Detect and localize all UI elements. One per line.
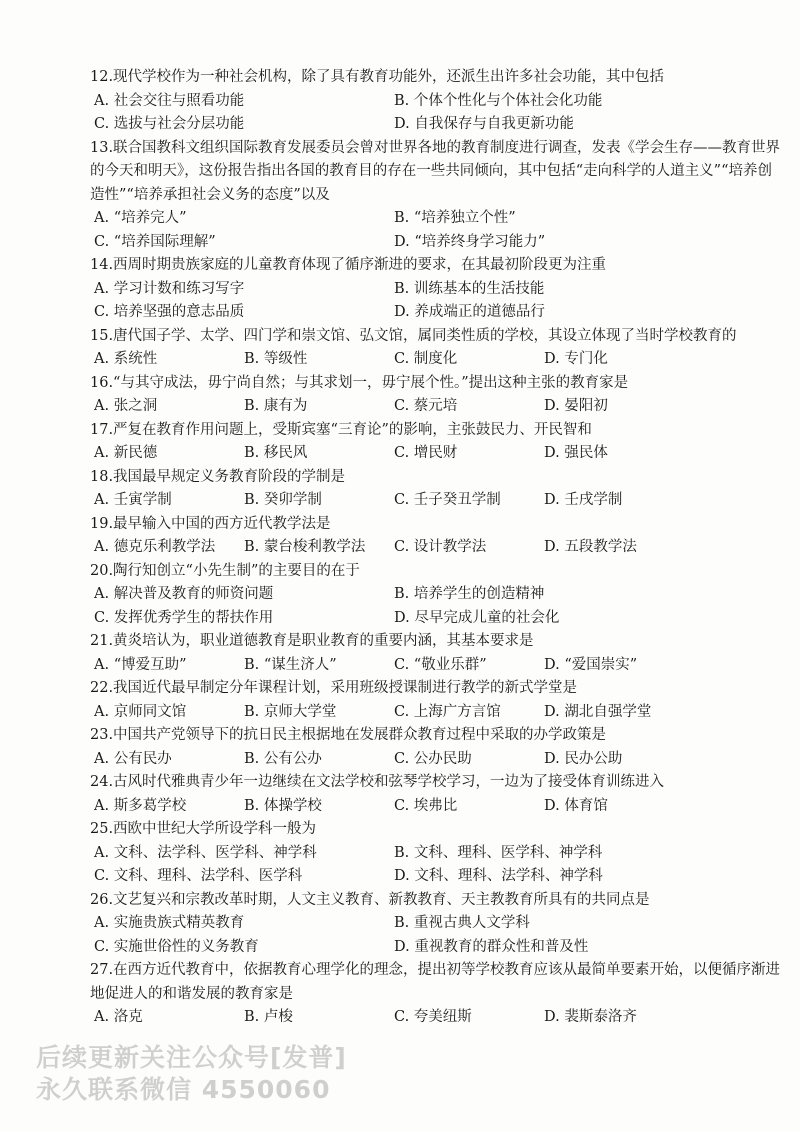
question-stem: 20.陶行知创立“小先生制”的主要目的在于 [90,562,360,579]
answer-option: A. 洛克 [94,1009,143,1025]
option-row [92,936,782,960]
question-stem: 16.“与其守成法，毋宁尚自然；与其求划一，毋宁展个性。”提出这种主张的教育家是 [90,374,629,391]
answer-option: A. 德克乐利教学法 [94,539,216,555]
watermark-line-1: 后续更新关注公众号[发普] [36,1043,347,1072]
option-row [92,607,782,631]
answer-option: C. 文科、理科、法学科、医学科 [94,868,303,884]
answer-option: D. 重视教育的群众性和普及性 [394,938,589,955]
question-stem: 17.严复在教育作用问题上，受斯宾塞“三育论”的影响，主张鼓民力、开民智和 [90,421,592,438]
answer-option: A. 社会交往与照看功能 [94,92,245,109]
answer-option: D. 体育馆 [544,797,608,814]
question-stem: 14.西周时期贵族家庭的儿童教育体现了循序渐进的要求，在其最初阶段更为注重 [90,257,607,273]
answer-option: B. 蒙台梭利教学法 [244,539,366,555]
question-stem: 21.黄炎培认为，职业道德教育是职业教育的重要内涵，其基本要求是 [90,633,534,649]
answer-option: D. 五段教学法 [544,539,637,555]
question-block [92,372,782,419]
question-stem: 25.西欧中世纪大学所设学科一般为 [90,821,317,837]
answer-option: A. 张之洞 [94,398,158,414]
answer-option: C. 夸美纽斯 [394,1009,472,1025]
question-block [92,724,782,771]
answer-option: B. 等级性 [244,351,308,367]
option-row [92,701,782,725]
answer-option: B. 体操学校 [244,797,322,814]
answer-option: C. 壬子癸丑学制 [394,492,501,508]
question-block [92,560,782,631]
question-stem: 12.现代学校作为一种社会机构，除了具有教育功能外，还派生出许多社会功能，其中包括 [90,69,665,85]
option-row [92,748,782,772]
answer-option: D. 自我保存与自我更新功能 [394,116,574,132]
question-stem: 13.联合国教科文组织国际教育发展委员会曾对世界各地的教育制度进行调查，发表《学会生存——教育世界的今天和明天》，这份报告指出各国的教育目的存在一些共同倾向，其中包括“走向科学的人道主义”“培养创造性”“培养承担社会义务的态度”以及 [90,139,781,203]
question-stem: 22.我国近代最早制定分年课程计划，采用班级授课制进行教学的新式学堂是 [90,680,578,696]
option-row [92,395,782,419]
option-row [92,278,782,302]
answer-option: D. 尽早完成儿童的社会化 [394,609,560,626]
question-block [92,254,782,325]
answer-option: D. 湖北自强学堂 [544,703,652,720]
question-block [92,325,782,372]
option-row [92,912,782,936]
answer-option: D. 壬戌学制 [544,492,623,508]
question-block [92,137,782,255]
question-list [92,66,782,1030]
answer-option: D. 晏阳初 [544,398,608,414]
answer-option: B. 康有为 [244,398,308,414]
question-stem: 27.在西方近代教育中，依据教育心理学化的理念，提出初等学校教育应该从最简单要素开始，以便循序渐进地促进人的和谐发展的教育家是 [90,962,781,1002]
answer-option: C. 制度化 [394,351,458,367]
answer-option: C. 设计教学法 [394,539,487,555]
answer-option: C. 实施世俗性的义务教育 [94,938,259,955]
answer-option: B. 训练基本的生活技能 [394,280,545,297]
question-stem: 24.古风时代雅典青少年一边继续在文法学校和弦琴学校学习，一边为了接受体育训练进入 [90,774,665,790]
option-row [92,442,782,466]
option-row [92,90,782,114]
question-stem: 18.我国最早规定义务教育阶段的学制是 [90,468,346,485]
question-block [92,677,782,724]
option-row [92,654,782,678]
question-block [92,66,782,137]
answer-option: D. 强民体 [544,445,608,461]
answer-option: C. 选拔与社会分层功能 [94,116,245,132]
answer-option: C. 上海广方言馆 [394,703,501,720]
answer-option: B. 公有公办 [244,750,322,767]
watermark-line-2: 永久联系微信 4550060 [36,1075,331,1104]
answer-option: B. 京师大学堂 [244,703,337,720]
answer-option: D. 专门化 [544,351,608,367]
answer-option: A. 学习计数和练习写字 [94,280,245,297]
option-row [92,865,782,889]
question-block [92,513,782,560]
option-row [92,536,782,560]
answer-option: C. 公办民助 [394,750,472,767]
question-block [92,466,782,513]
answer-option: D. 养成端正的道德品行 [394,304,545,320]
answer-option: B. 个体个性化与个体社会化功能 [394,92,603,109]
option-row [92,842,782,866]
question-stem: 26.文艺复兴和宗教改革时期，人文主义教育、新教教育、天主教教育所具有的共同点是 [90,891,650,908]
question-block [92,889,782,960]
answer-option: D. “培养终身学习能力” [394,233,546,250]
answer-option: B. 重视古典人文学科 [394,915,530,931]
answer-option: D. 民办公助 [544,750,623,767]
option-row [92,301,782,325]
answer-option: B. 培养学生的创造精神 [394,586,545,602]
answer-option: A. 解决普及教育的师资问题 [94,586,274,602]
answer-option: A. 新民德 [94,445,158,461]
answer-option: B. “谋生济人” [244,656,337,673]
answer-option: A. 公有民办 [94,750,172,767]
answer-option: B. “培养独立个性” [394,210,516,226]
question-stem: 19.最早输入中国的西方近代教学法是 [90,515,331,532]
answer-option: D. 裴斯泰洛齐 [544,1009,637,1025]
question-stem: 15.唐代国子学、太学、四门学和崇文馆、弘文馆，属同类性质的学校，其设立体现了当时学校教育的 [90,327,737,344]
answer-option: A. 京师同文馆 [94,703,187,720]
answer-option: A. “博爱互助” [94,656,187,673]
answer-option: C. 埃弗比 [394,797,458,814]
answer-option: B. 文科、理科、医学科、神学科 [394,844,603,861]
answer-option: A. 实施贵族式精英教育 [94,915,245,931]
answer-option: D. “爱国崇实” [544,656,638,673]
answer-option: D. 文科、理科、法学科、神学科 [394,868,603,884]
option-row [92,795,782,819]
answer-option: C. 培养坚强的意志品质 [94,304,245,320]
answer-option: B. 卢梭 [244,1009,293,1025]
question-block [92,771,782,818]
answer-option: A. 斯多葛学校 [94,797,187,814]
answer-option: A. 系统性 [94,351,158,367]
question-block [92,419,782,466]
question-block [92,630,782,677]
question-stem: 23.中国共产党领导下的抗日民主根据地在发展群众教育过程中采取的办学政策是 [90,727,607,743]
answer-option: B. 移民风 [244,445,308,461]
option-row [92,113,782,137]
answer-option: C. “培养国际理解” [94,233,216,250]
answer-option: A. 文科、法学科、医学科、神学科 [94,844,317,861]
answer-option: A. “培养完人” [94,210,187,226]
answer-option: C. “敬业乐群” [394,656,487,673]
option-row [92,207,782,231]
answer-option: C. 蔡元培 [394,398,458,414]
question-block [92,959,782,1030]
question-block [92,818,782,889]
answer-option: C. 发挥优秀学生的帮扶作用 [94,609,274,626]
answer-option: C. 增民财 [394,445,458,461]
option-row [92,231,782,255]
option-row [92,348,782,372]
option-row [92,1006,782,1030]
option-row [92,583,782,607]
answer-option: A. 壬寅学制 [94,492,172,508]
answer-option: B. 癸卯学制 [244,492,322,508]
option-row [92,489,782,513]
